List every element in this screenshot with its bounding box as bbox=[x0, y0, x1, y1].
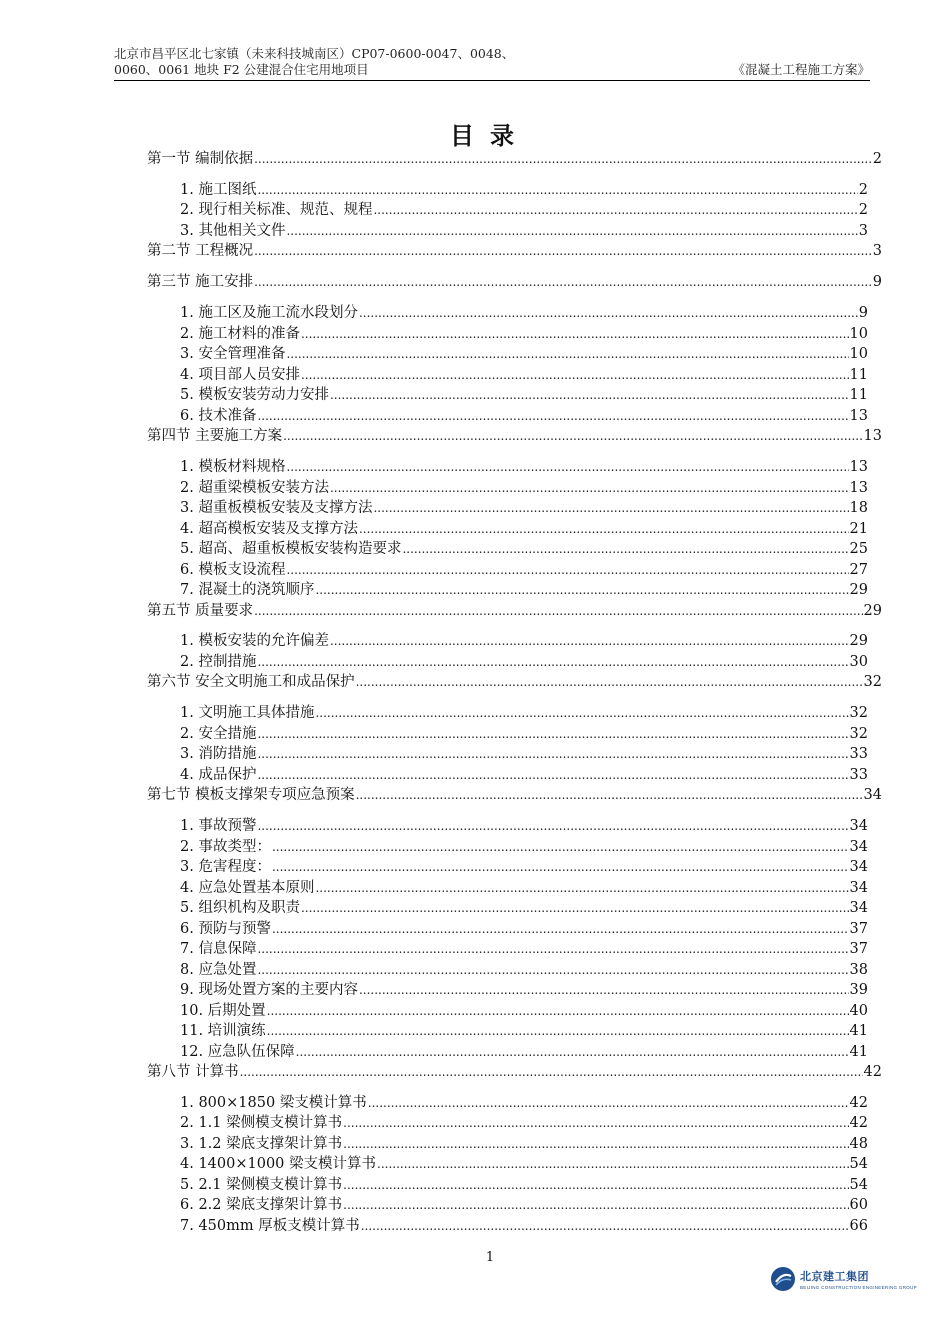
toc-entry[interactable]: 2. 控制措施 ..... 30 bbox=[180, 653, 868, 671]
toc-entry[interactable]: 第七节 模板支撑架专项应急预案 ..... 34 bbox=[147, 786, 882, 804]
toc-entry[interactable]: 第八节 计算书 ..... 42 bbox=[147, 1063, 882, 1081]
toc-entry[interactable]: 1. 800×1850 梁支模计算书 ..... 42 bbox=[180, 1094, 868, 1112]
toc-entry[interactable]: 2. 超重梁模板安装方法 ..... 13 bbox=[180, 479, 868, 497]
toc-entry[interactable]: 3. 消防措施 ..... 33 bbox=[180, 745, 868, 763]
toc-entry[interactable]: 2. 事故类型： ..... 34 bbox=[180, 838, 868, 856]
toc-entry[interactable]: 5. 超高、超重板模板安装构造要求 ..... 25 bbox=[180, 540, 868, 558]
toc-entry[interactable]: 4. 项目部人员安排 ..... 11 bbox=[180, 366, 868, 384]
toc-entry[interactable]: 11. 培训演练 ..... 41 bbox=[180, 1022, 868, 1040]
company-logo bbox=[770, 1266, 917, 1292]
toc-entry[interactable]: 7. 混凝土的浇筑顺序 ..... 29 bbox=[180, 581, 868, 599]
toc-entry[interactable]: 7. 信息保障 ..... 37 bbox=[180, 940, 868, 958]
toc-entry[interactable]: 1. 文明施工具体措施 ..... 32 bbox=[180, 704, 868, 722]
toc-entry[interactable]: 1. 模板材料规格 ..... 13 bbox=[180, 458, 868, 476]
toc-entry[interactable]: 第五节 质量要求 ..... 29 bbox=[147, 602, 882, 620]
toc-entry[interactable]: 5. 模板安装劳动力安排 ..... 11 bbox=[180, 386, 868, 404]
toc-entry[interactable]: 12. 应急队伍保障 ..... 41 bbox=[180, 1043, 868, 1061]
toc-entry[interactable]: 9. 现场处置方案的主要内容 ..... 39 bbox=[180, 981, 868, 999]
toc-entry[interactable]: 3. 危害程度： ..... 34 bbox=[180, 858, 868, 876]
company-name-cn: 北京建工集团 bbox=[800, 1271, 869, 1283]
toc-entry[interactable]: 第一节 编制依据 ..... 2 bbox=[147, 150, 882, 168]
page-header bbox=[114, 46, 870, 78]
toc-entry[interactable]: 1. 事故预警 ..... 34 bbox=[180, 817, 868, 835]
toc-entry[interactable]: 2. 1.1 梁侧模支模计算书 ..... 42 bbox=[180, 1114, 868, 1132]
toc-entry[interactable]: 6. 预防与预警 ..... 37 bbox=[180, 920, 868, 938]
toc-entry[interactable]: 4. 1400×1000 梁支模计算书 ..... 54 bbox=[180, 1155, 868, 1173]
toc-entry[interactable]: 3. 其他相关文件 ..... 3 bbox=[180, 222, 868, 240]
toc-entry[interactable]: 8. 应急处置 ..... 38 bbox=[180, 961, 868, 979]
toc-entry[interactable]: 6. 2.2 梁底支撑架计算书 ..... 60 bbox=[180, 1196, 868, 1214]
company-name-en: BEIJING CONSTRUCTION ENGINEERING GROUP bbox=[800, 1285, 917, 1290]
toc-entry[interactable]: 5. 组织机构及职责 ..... 34 bbox=[180, 899, 868, 917]
toc-entry[interactable]: 2. 施工材料的准备 ..... 10 bbox=[180, 325, 868, 343]
toc-entry[interactable]: 4. 应急处置基本原则 ..... 34 bbox=[180, 879, 868, 897]
toc-entry[interactable]: 第三节 施工安排 ..... 9 bbox=[147, 273, 882, 291]
toc-entry[interactable]: 3. 1.2 梁底支撑架计算书 ..... 48 bbox=[180, 1135, 868, 1153]
toc-entry[interactable]: 3. 超重板模板安装及支撑方法 ..... 18 bbox=[180, 499, 868, 517]
toc-entry[interactable]: 10. 后期处置 ..... 40 bbox=[180, 1002, 868, 1020]
toc-title: 目录 bbox=[450, 121, 530, 150]
toc-entry[interactable]: 2. 现行相关标准、规范、规程 ..... 2 bbox=[180, 201, 868, 219]
toc-entry[interactable]: 第六节 安全文明施工和成品保护 ..... 32 bbox=[147, 673, 882, 691]
toc-entry[interactable]: 6. 技术准备 ..... 13 bbox=[180, 407, 868, 425]
toc-entry[interactable]: 1. 模板安装的允许偏差 ..... 29 bbox=[180, 632, 868, 650]
toc-entry[interactable]: 第二节 工程概况 ..... 3 bbox=[147, 242, 882, 260]
toc-entry[interactable]: 4. 超高模板安装及支撑方法 ..... 21 bbox=[180, 520, 868, 538]
toc-entry[interactable]: 5. 2.1 梁侧模支模计算书 ..... 54 bbox=[180, 1176, 868, 1194]
header-project-line2: 0060、0061 地块 F2 公建混合住宅用地项目 bbox=[114, 62, 369, 77]
toc-entry[interactable]: 第四节 主要施工方案 ..... 13 bbox=[147, 427, 882, 445]
toc-entry[interactable]: 4. 成品保护 ..... 33 bbox=[180, 766, 868, 784]
toc-entry[interactable]: 2. 安全措施 ..... 32 bbox=[180, 725, 868, 743]
company-logo-icon bbox=[770, 1266, 796, 1292]
header-document-title: 《混凝土工程施工方案》 bbox=[732, 62, 870, 77]
toc-entry[interactable]: 6. 模板支设流程 ..... 27 bbox=[180, 561, 868, 579]
toc-entry[interactable]: 1. 施工区及施工流水段划分 ..... 9 bbox=[180, 304, 868, 322]
page-number: 1 bbox=[485, 1250, 495, 1265]
toc-entry[interactable]: 3. 安全管理准备 ..... 10 bbox=[180, 345, 868, 363]
toc-entry[interactable]: 1. 施工图纸 ..... 2 bbox=[180, 181, 868, 199]
header-project-line1: 北京市昌平区北七家镇（未来科技城南区）CP07-0600-0047、0048、 bbox=[114, 46, 515, 61]
toc-entry[interactable]: 7. 450mm 厚板支模计算书 ..... 66 bbox=[180, 1217, 868, 1235]
header-divider bbox=[114, 80, 870, 81]
